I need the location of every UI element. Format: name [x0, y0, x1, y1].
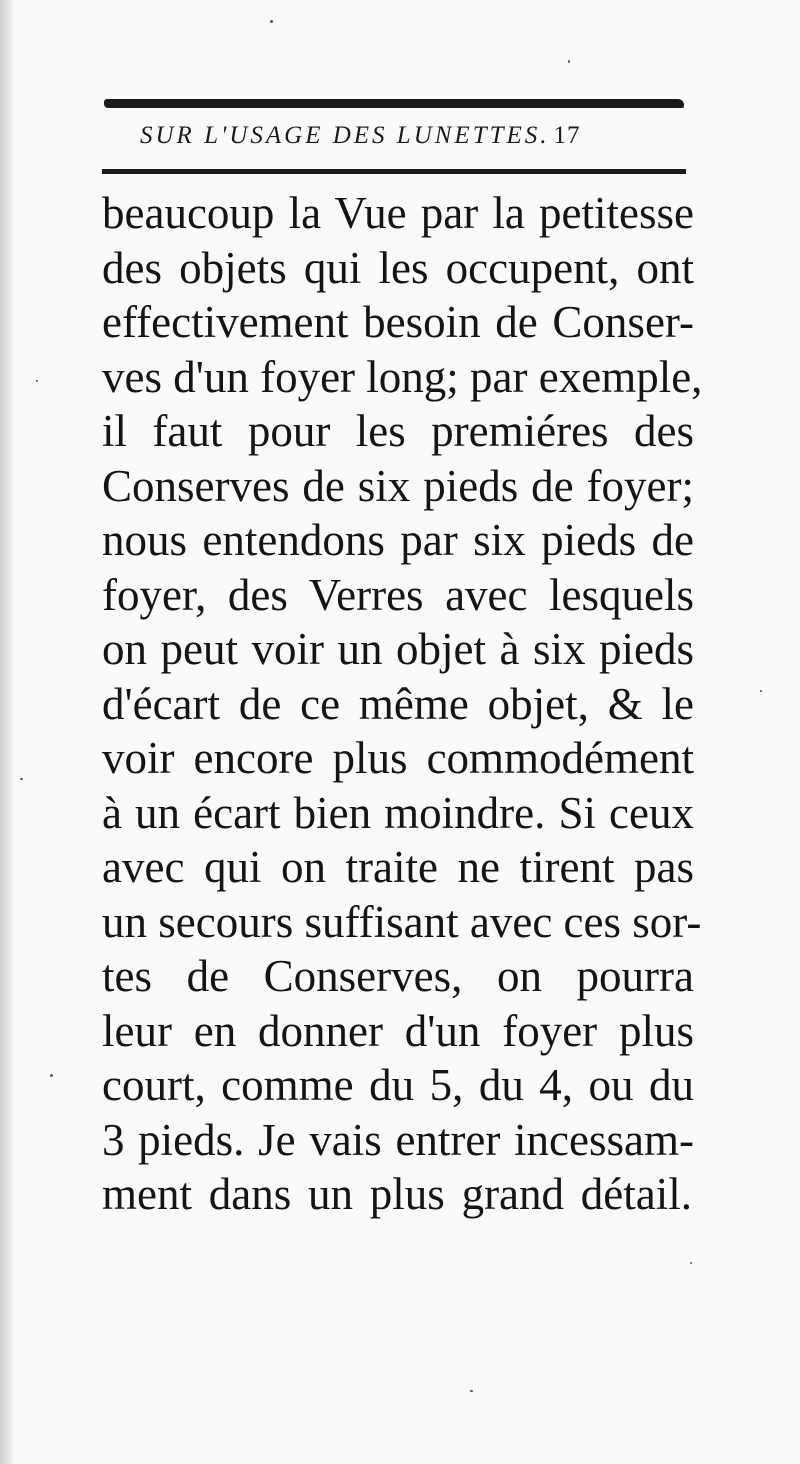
- running-head: [140, 122, 680, 162]
- body-text: [102, 186, 702, 1222]
- text-line: nous entendons par six pieds de: [102, 515, 694, 565]
- running-title: SUR L'USAGE DES LUNETTES.: [140, 122, 550, 149]
- text-line: voir encore plus commodément: [102, 733, 694, 783]
- text-line: tes de Conserves, on pourra: [102, 951, 694, 1001]
- text-line: à un écart bien moindre. Si ceux: [102, 787, 694, 838]
- page-number: 17: [553, 122, 581, 149]
- page-gutter-shadow: [0, 0, 14, 1464]
- text-line: leur en donner d'un foyer plus: [102, 1005, 694, 1056]
- text-line: il faut pour les premiéres des: [102, 406, 694, 456]
- text-line: beaucoup la Vue par la petitesse: [102, 188, 694, 238]
- text-line: d'écart de ce même objet, & le: [102, 678, 694, 729]
- text-line: court, comme du 5, du 4, ou du: [102, 1060, 694, 1110]
- text-line: Conserves de six pieds de foyer;: [102, 460, 694, 511]
- text-line: foyer, des Verres avec lesquels: [102, 569, 694, 620]
- text-line: un secours suffisant avec ces sor-: [102, 896, 702, 947]
- text-line: des objets qui les occupent, ont: [102, 242, 694, 293]
- text-line: effectivement besoin de Conser-: [102, 297, 694, 347]
- text-line: 3 pieds. Je vais entrer incessam-: [102, 1114, 694, 1165]
- text-line: avec qui on traite ne tirent pas: [102, 842, 694, 892]
- header-rule-bottom: [102, 169, 686, 174]
- header-rule-top: [104, 99, 684, 108]
- text-line: ment dans un plus grand détail.: [102, 1169, 692, 1219]
- text-line: ves d'un foyer long; par exemple,: [102, 351, 703, 402]
- text-line: on peut voir un objet à six pieds: [102, 624, 694, 674]
